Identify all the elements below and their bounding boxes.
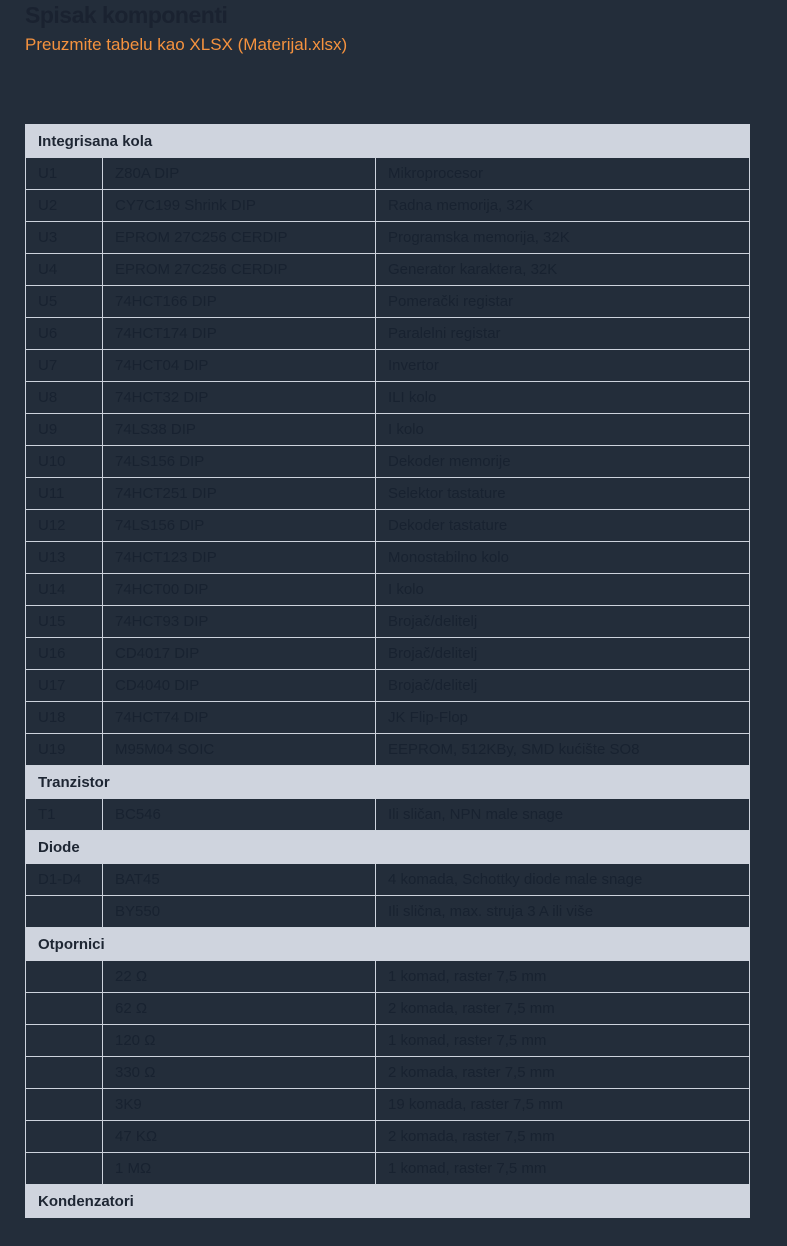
table-row [26,606,750,638]
description-cell: Brojač/delitelj [376,606,750,638]
description-cell: Invertor [376,350,750,382]
table-row [26,510,750,542]
table-row [26,190,750,222]
description-cell: Ili slična, max. struja 3 A ili više [376,896,750,928]
part-cell: 74LS38 DIP [103,414,376,446]
ref-cell: T1 [26,799,103,831]
table-row [26,993,750,1025]
ref-cell: D1-D4 [26,864,103,896]
part-cell: 22 Ω [103,961,376,993]
ref-cell: U4 [26,254,103,286]
ref-cell: U9 [26,414,103,446]
part-cell: M95M04 SOIC [103,734,376,766]
part-cell: 74HCT32 DIP [103,382,376,414]
part-cell: 1 MΩ [103,1153,376,1185]
table-row [26,670,750,702]
section-header-row [26,831,750,864]
table-row [26,1089,750,1121]
part-cell: 74HCT123 DIP [103,542,376,574]
part-cell: CD4017 DIP [103,638,376,670]
part-cell: 47 KΩ [103,1121,376,1153]
section-header-row [26,125,750,158]
description-cell: Programska memorija, 32K [376,222,750,254]
section-title: Kondenzatori [26,1185,750,1218]
part-cell: 3K9 [103,1089,376,1121]
download-xlsx-link[interactable]: Preuzmite tabelu kao XLSX (Materijal.xlsx) [25,35,348,54]
section-header-row [26,766,750,799]
table-row [26,254,750,286]
description-cell: Monostabilno kolo [376,542,750,574]
description-cell: 19 komada, raster 7,5 mm [376,1089,750,1121]
table-row [26,414,750,446]
ref-cell [26,1057,103,1089]
ref-cell: U13 [26,542,103,574]
table-row [26,702,750,734]
ref-cell: U18 [26,702,103,734]
description-cell: 1 komad, raster 7,5 mm [376,1153,750,1185]
description-cell: I kolo [376,574,750,606]
description-cell: 4 komada, Schottky diode male snage [376,864,750,896]
section-title: Integrisana kola [26,125,750,158]
description-cell: Paralelni registar [376,318,750,350]
table-row [26,446,750,478]
part-cell: EPROM 27C256 CERDIP [103,254,376,286]
ref-cell [26,896,103,928]
table-row [26,222,750,254]
description-cell: Generator karaktera, 32K [376,254,750,286]
table-row [26,542,750,574]
description-cell: 2 komada, raster 7,5 mm [376,1057,750,1089]
ref-cell: U2 [26,190,103,222]
table-row [26,1153,750,1185]
ref-cell: U5 [26,286,103,318]
table-row [26,574,750,606]
part-cell: 74LS156 DIP [103,446,376,478]
table-row [26,286,750,318]
part-cell: 74HCT04 DIP [103,350,376,382]
ref-cell: U12 [26,510,103,542]
table-row [26,350,750,382]
section-title: Tranzistor [26,766,750,799]
description-cell: Mikroprocesor [376,158,750,190]
description-cell: Dekoder memorije [376,446,750,478]
ref-cell: U16 [26,638,103,670]
table-row [26,864,750,896]
description-cell: 1 komad, raster 7,5 mm [376,1025,750,1057]
part-cell: CY7C199 Shrink DIP [103,190,376,222]
ref-cell [26,1121,103,1153]
part-cell: BY550 [103,896,376,928]
part-cell: 62 Ω [103,993,376,1025]
ref-cell [26,1025,103,1057]
part-cell: Z80A DIP [103,158,376,190]
table-row [26,158,750,190]
page-title: Spisak komponenti [25,2,228,28]
table-row [26,961,750,993]
ref-cell [26,993,103,1025]
ref-cell: U11 [26,478,103,510]
ref-cell [26,1153,103,1185]
description-cell: ILI kolo [376,382,750,414]
part-cell: 74HCT166 DIP [103,286,376,318]
ref-cell: U10 [26,446,103,478]
description-cell: 1 komad, raster 7,5 mm [376,961,750,993]
ref-cell: U1 [26,158,103,190]
ref-cell: U14 [26,574,103,606]
ref-cell: U7 [26,350,103,382]
ref-cell [26,1089,103,1121]
table-row [26,1025,750,1057]
table-row [26,638,750,670]
description-cell: Selektor tastature [376,478,750,510]
section-header-row [26,928,750,961]
ref-cell: U15 [26,606,103,638]
ref-cell [26,961,103,993]
part-cell: 74HCT00 DIP [103,574,376,606]
components-table [25,124,750,1218]
description-cell: Ili sličan, NPN male snage [376,799,750,831]
table-row [26,382,750,414]
table-row [26,896,750,928]
table-row [26,478,750,510]
part-cell: 74HCT251 DIP [103,478,376,510]
description-cell: I kolo [376,414,750,446]
ref-cell: U6 [26,318,103,350]
part-cell: 74HCT174 DIP [103,318,376,350]
ref-cell: U19 [26,734,103,766]
part-cell: BAT45 [103,864,376,896]
part-cell: 74HCT93 DIP [103,606,376,638]
part-cell: 74LS156 DIP [103,510,376,542]
components-table-body [26,125,750,1218]
table-row [26,1121,750,1153]
description-cell: Brojač/delitelj [376,670,750,702]
part-cell: CD4040 DIP [103,670,376,702]
description-cell: 2 komada, raster 7,5 mm [376,993,750,1025]
part-cell: 330 Ω [103,1057,376,1089]
description-cell: JK Flip-Flop [376,702,750,734]
part-cell: BC546 [103,799,376,831]
description-cell: EEPROM, 512KBy, SMD kućište SO8 [376,734,750,766]
section-title: Otpornici [26,928,750,961]
description-cell: Radna memorija, 32K [376,190,750,222]
table-row [26,799,750,831]
section-title: Diode [26,831,750,864]
part-cell: 120 Ω [103,1025,376,1057]
table-row [26,734,750,766]
description-cell: 2 komada, raster 7,5 mm [376,1121,750,1153]
description-cell: Pomerački registar [376,286,750,318]
part-cell: 74HCT74 DIP [103,702,376,734]
description-cell: Brojač/delitelj [376,638,750,670]
ref-cell: U3 [26,222,103,254]
table-row [26,318,750,350]
part-cell: EPROM 27C256 CERDIP [103,222,376,254]
description-cell: Dekoder tastature [376,510,750,542]
ref-cell: U8 [26,382,103,414]
ref-cell: U17 [26,670,103,702]
table-row [26,1057,750,1089]
section-header-row [26,1185,750,1218]
